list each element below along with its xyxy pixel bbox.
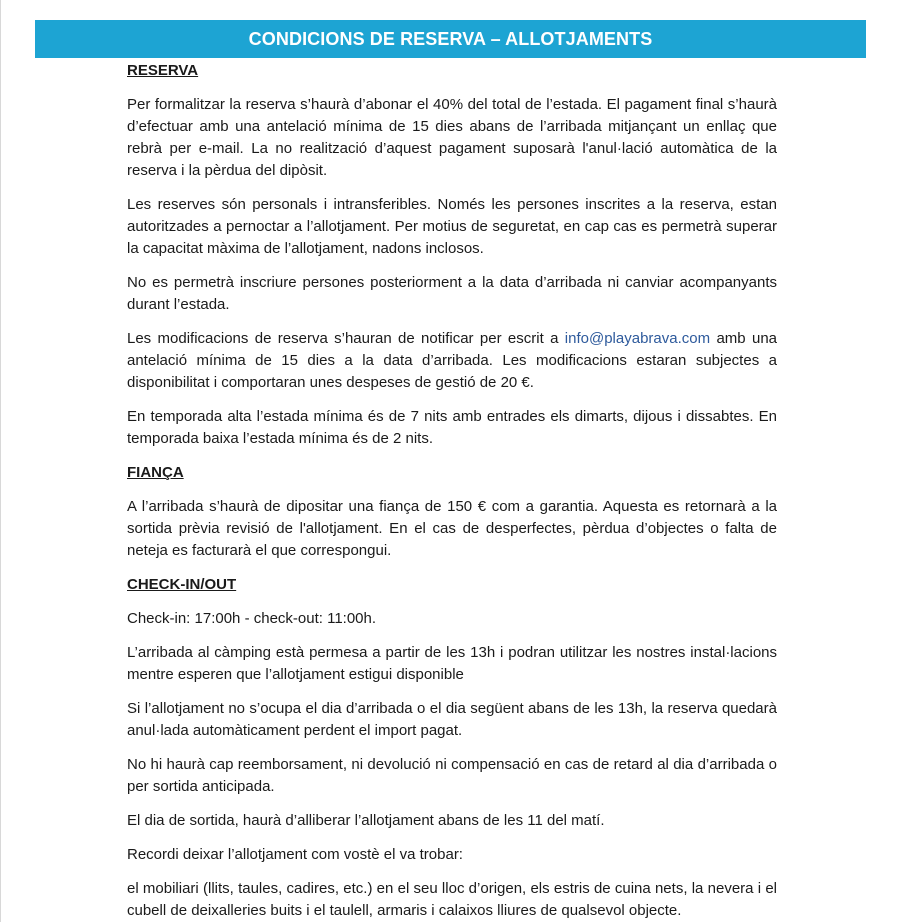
section-heading-checkin: CHECK-IN/OUT [127, 576, 237, 593]
paragraph: Per formalitzar la reserva s’haurà d’abonar el 40% del total de l’estada. El pagament final s’haurà d’efectuar amb una antelació mínima de 15 dies abans de l’arribada mitjançant un enllaç que rebrà per e-mail. La no realització d’aquest pagament suposarà l'anul·lació automàtica de la reserva i la pèrdua del dipòsit. [127, 96, 777, 179]
paragraph: el mobiliari (llits, taules, cadires, etc.) en el seu lloc d’origen, els estris de cuina nets, la nevera i el cubell de deixalleries buits i el taulell, armaris i calaixos lliures de qualsevol objecte. [127, 880, 777, 919]
section-heading-fianca: FIANÇA [127, 464, 184, 481]
section-heading-reserva: RESERVA [127, 62, 199, 79]
text: amb una antelació mínima de 15 dies a la data d’arribada. Les modificacions estaran subjectes a disponibilitat i comportaran unes despeses de gestió de 20 €. [127, 330, 777, 391]
paragraph: Les reserves són personals i intransferibles. Només les persones inscrites a la reserva, estan autoritzades a pernoctar a l’allotjament. Per motius de seguretat, en cap cas es permetrà superar la capacitat màxima de l’allotjament, nadons inclosos. [127, 196, 777, 257]
paragraph [127, 328, 777, 394]
paragraph: El dia de sortida, haurà d’alliberar l’allotjament abans de les 11 del matí. [127, 812, 605, 829]
document-body [127, 60, 777, 922]
paragraph: L’arribada al càmping està permesa a partir de les 13h i podran utilitzar les nostres instal·lacions mentre esperen que l’allotjament estigui disponible [127, 644, 777, 683]
paragraph: A l’arribada s’haurà de dipositar una fiança de 150 € com a garantia. Aquesta es retornarà a la sortida prèvia revisió de l'allotjament. En el cas de desperfectes, pèrdua d’objectes o falta de neteja es facturarà el que correspongui. [127, 498, 777, 559]
paragraph: Si l’allotjament no s’ocupa el dia d’arribada o el dia següent abans de les 13h, la reserva quedarà anul·lada automàticament perdent el import pagat. [127, 700, 777, 739]
paragraph: Recordi deixar l’allotjament com vostè el va trobar: [127, 846, 463, 863]
paragraph: En temporada alta l’estada mínima és de 7 nits amb entrades els dimarts, dijous i dissabtes. En temporada baixa l’estada mínima és de 2 nits. [127, 408, 777, 447]
page-edge [0, 0, 1, 922]
paragraph: No hi haurà cap reemborsament, ni devolució ni compensació en cas de retard al dia d’arribada o per sortida anticipada. [127, 756, 777, 795]
text: Les modificacions de reserva s’hauran de notificar per escrit a [127, 330, 565, 347]
paragraph: No es permetrà inscriure persones posteriorment a la data d’arribada ni canviar acompanyants durant l’estada. [127, 274, 777, 313]
title-banner [35, 20, 866, 58]
email-link[interactable]: info@playabrava.com [564, 330, 711, 347]
page-title: CONDICIONS DE RESERVA – ALLOTJAMENTS [248, 28, 653, 49]
paragraph: Check-in: 17:00h - check-out: 11:00h. [127, 610, 377, 627]
